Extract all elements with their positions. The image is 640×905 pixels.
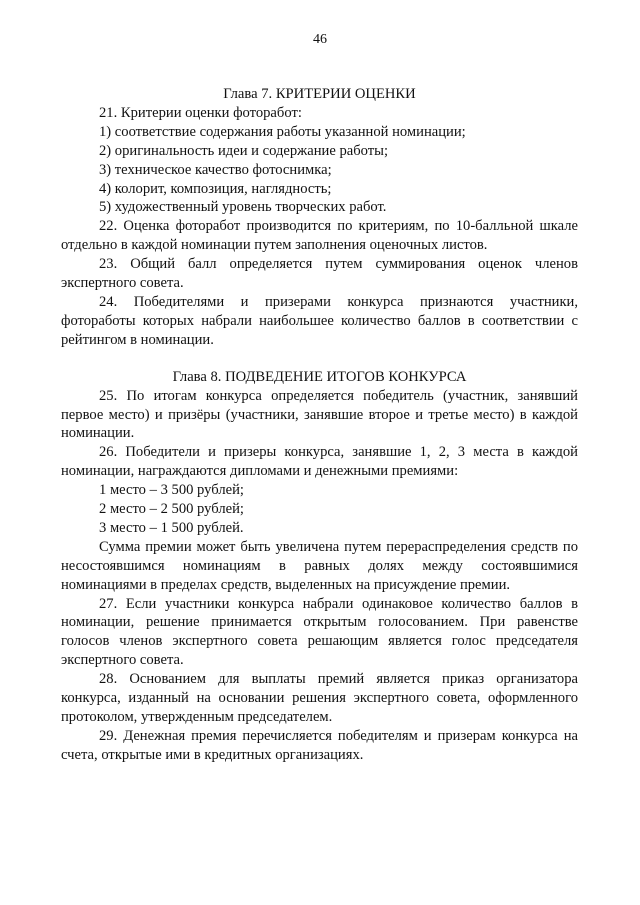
- clause-24: 24. Победителями и призерами конкурса признаются участники, фотоработы которых набрали наибольшее количество баллов в соответствии с рейтингом в номинации.: [61, 293, 578, 348]
- chapter-7-title: Глава 7. КРИТЕРИИ ОЦЕНКИ: [223, 86, 416, 102]
- clause-27: 27. Если участники конкурса набрали одинаковое количество баллов в номинации, решение принимается открытым голосованием. При равенстве голосов членов экспертного совета решающим является голос председателя экспертного совета.: [61, 595, 578, 669]
- criterion-item: 2) оригинальность идеи и содержание работы;: [99, 142, 389, 159]
- criterion-item: 1) соответствие содержания работы указанной номинации;: [99, 123, 466, 140]
- chapter-8-title: Глава 8. ПОДВЕДЕНИЕ ИТОГОВ КОНКУРСА: [172, 368, 467, 385]
- clause-21: 21. Критерии оценки фоторабот:: [99, 104, 302, 121]
- clause-23: 23. Общий балл определяется путем суммирования оценок членов экспертного совета.: [61, 256, 578, 292]
- criterion-item: 3) техническое качество фотоснимка;: [99, 161, 332, 178]
- clause-25: 25. По итогам конкурса определяется победитель (участник, занявший первое место) и призёры (участники, занявшие второе и третье место) в каждой номинации.: [61, 387, 578, 442]
- document-body: [61, 85, 578, 765]
- criterion-item: 5) художественный уровень творческих работ.: [99, 199, 387, 216]
- prize-item: 2 место – 2 500 рублей;: [99, 501, 244, 518]
- clause-28: 28. Основанием для выплаты премий является приказ организатора конкурса, изданный на основании решения экспертного совета, оформленного протоколом, утвержденным председателем.: [61, 671, 578, 725]
- clause-22: 22. Оценка фоторабот производится по критериям, по 10-балльной шкале отдельно в каждой номинации путем заполнения оценочных листов.: [61, 218, 578, 254]
- prize-item: 1 место – 3 500 рублей;: [99, 482, 244, 499]
- clause-29: 29. Денежная премия перечисляется победителям и призерам конкурса на счета, открытые ими в кредитных организациях.: [61, 727, 578, 763]
- prize-item: 3 место – 1 500 рублей.: [99, 519, 244, 536]
- clause-26-note: Сумма премии может быть увеличена путем перераспределения средств по несостоявшимся номинациям в равных долях между состоявшимися номинациями в пределах средств, выделенных на присуждение премии.: [61, 538, 578, 593]
- page-number: 46: [313, 32, 327, 47]
- criterion-item: 4) колорит, композиция, наглядность;: [99, 180, 332, 197]
- clause-26: 26. Победители и призеры конкурса, занявшие 1, 2, 3 места в каждой номинации, награждаются дипломами и денежными премиями:: [61, 444, 578, 480]
